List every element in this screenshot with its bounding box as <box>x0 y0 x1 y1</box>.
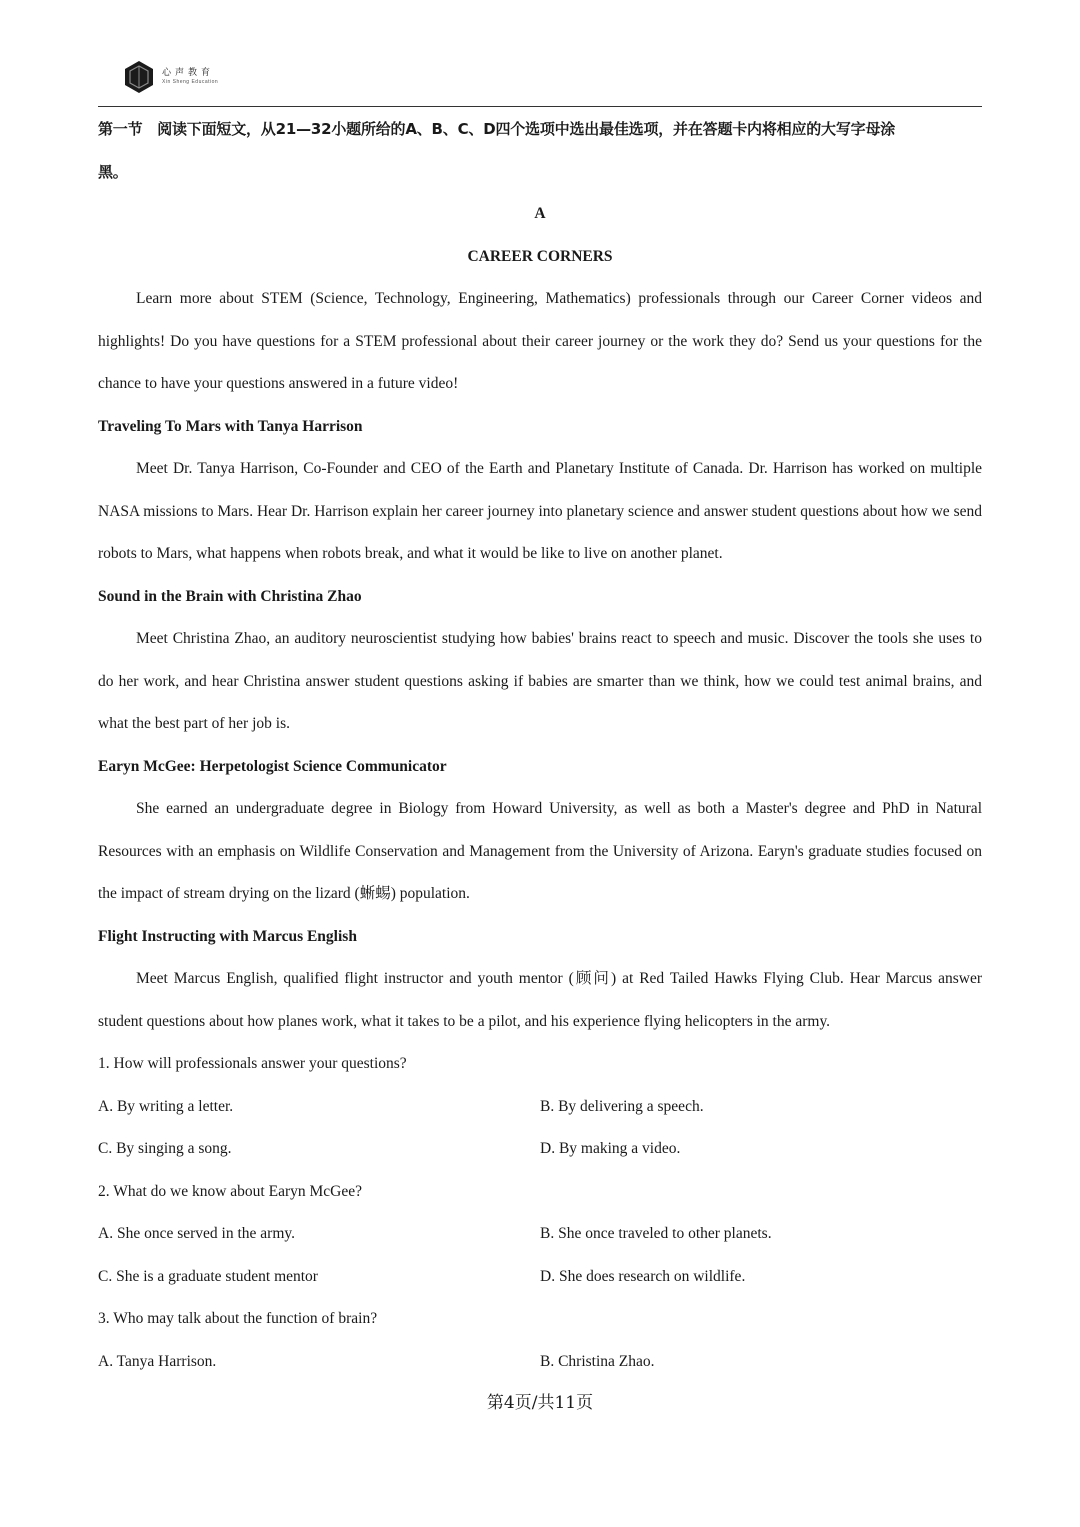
section-heading-tanya-harrison: Traveling To Mars with Tanya Harrison <box>98 417 363 435</box>
question-1-option-b: B. By delivering a speech. <box>540 1097 704 1115</box>
question-1-option-c: C. By singing a song. <box>98 1140 232 1157</box>
hexagon-logo-icon <box>124 60 154 94</box>
publisher-logo <box>124 58 274 98</box>
page-content <box>98 108 982 1383</box>
section-heading-earyn-mcgee: Earyn McGee: Herpetologist Science Communicator <box>98 757 447 775</box>
section-heading-christina-zhao: Sound in the Brain with Christina Zhao <box>98 587 362 605</box>
question-3-options-row-1 <box>98 1341 982 1384</box>
logo-english-text: Xin Sheng Education <box>162 79 219 85</box>
question-2-options-row-2 <box>98 1256 982 1299</box>
question-1-option-d: D. By making a video. <box>540 1140 681 1157</box>
question-2-option-c: C. She is a graduate student mentor <box>98 1267 318 1285</box>
question-3-stem: 3. Who may talk about the function of brain? <box>98 1310 378 1327</box>
question-2-option-a: A. She once served in the army. <box>98 1225 295 1242</box>
question-1-option-a: A. By writing a letter. <box>98 1097 234 1115</box>
section-body-tanya-harrison: Meet Dr. Tanya Harrison, Co-Founder and CEO of the Earth and Planetary Institute of Canada. Dr. Harrison has worked on multiple NASA missions to Mars. Hear Dr. Harrison explain her career journey into planetary science and answer student questions about how we send robots to Mars, what happens when robots break, and what it would be like to live on another planet. <box>98 460 982 562</box>
logo-chinese-text: 心声教育 <box>162 68 215 78</box>
question-1-options-row-2 <box>98 1128 982 1171</box>
section-body-christina-zhao: Meet Christina Zhao, an auditory neuroscientist studying how babies' brains react to speech and music. Discover the tools she uses to do her work, and hear Christina answer student questions asking if babies are smarter than we think, how we could test animal brains, and what the best part of her job is. <box>98 630 982 732</box>
passage-title: CAREER CORNERS <box>467 247 613 265</box>
question-3-option-b: B. Christina Zhao. <box>540 1352 655 1370</box>
section-instruction-line2: 黑。 <box>98 162 128 181</box>
question-2-options-row-1 <box>98 1213 982 1256</box>
page-number: 第4页/共11页 <box>486 1393 594 1413</box>
section-heading-marcus-english: Flight Instructing with Marcus English <box>98 927 357 945</box>
passage-label: A <box>534 205 546 222</box>
passage-intro: Learn more about STEM (Science, Technology, Engineering, Mathematics) professionals through our Career Corner videos and highlights! Do you have questions for a STEM professional about their career journey or the work they do? Send us your questions for the chance to have your questions answered in a future video! <box>98 290 982 392</box>
question-2-stem: 2. What do we know about Earyn McGee? <box>98 1182 362 1200</box>
question-2-option-d: D. She does research on wildlife. <box>540 1267 746 1285</box>
question-1-stem: 1. How will professionals answer your questions? <box>98 1055 407 1072</box>
question-3-option-a: A. Tanya Harrison. <box>98 1352 217 1370</box>
section-instruction-line1: 第一节 阅读下面短文，从21—32小题所给的A、B、C、D四个选项中选出最佳选项，并在答题卡内将相应的大写字母涂 <box>98 120 896 138</box>
section-body-earyn-mcgee: She earned an undergraduate degree in Biology from Howard University, as well as both a Master's degree and PhD in Natural Resources with an emphasis on Wildlife Conservation and Management from the University of Arizona. Earyn's graduate studies focused on the impact of stream drying on the lizard (蜥蜴) population. <box>98 800 982 902</box>
section-body-marcus-english: Meet Marcus English, qualified flight instructor and youth mentor (顾问) at Red Tailed Hawks Flying Club. Hear Marcus answer student questions about how planes work, what it takes to be a pilot, and his experience flying helicopters in the army. <box>98 970 982 1030</box>
question-2-option-b: B. She once traveled to other planets. <box>540 1225 772 1242</box>
question-1-options-row-1 <box>98 1086 982 1129</box>
header-divider <box>98 106 982 107</box>
